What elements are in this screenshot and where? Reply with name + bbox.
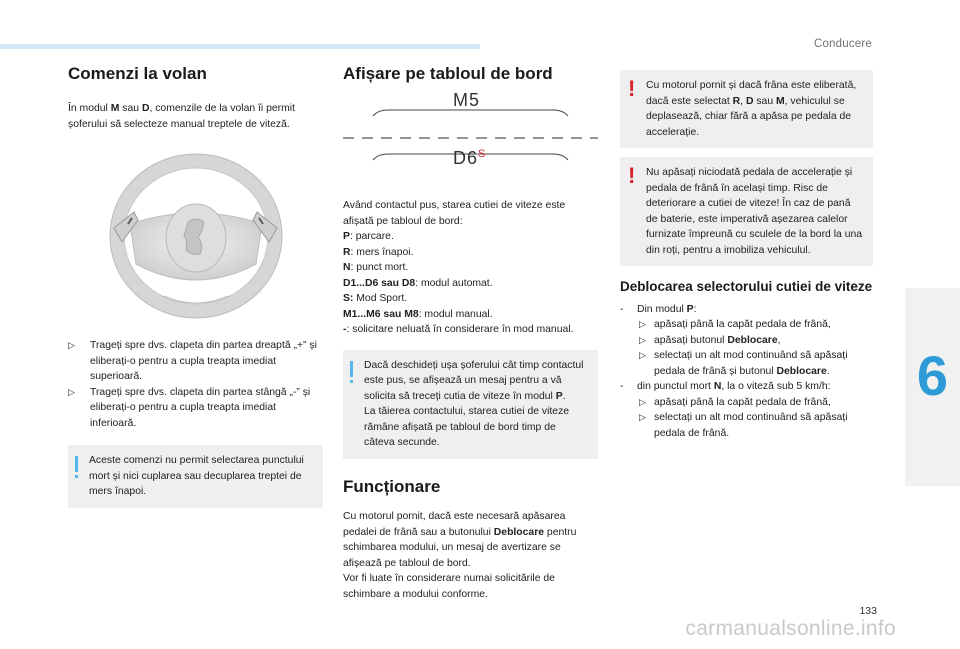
triangle-bullet-icon: ▷	[68, 340, 75, 351]
display-gear-sport: $D6^S$	[453, 148, 487, 169]
operation-paragraph: Cu motorul pornit, dacă este necesară apăsarea pedalei de frână sau a butonului Deblocare pentru schimbarea modului, un mesaj de avertizare se afișează pe tabloul de bord. Vor fi luate în considerare numai solicitările de schimbare a modului conforme.	[343, 511, 577, 600]
list-item: M1...M6 sau M8: modul manual.	[343, 308, 493, 320]
triangle-bullet-icon: ▷	[639, 396, 646, 407]
list-item: ▷ selectați un alt mod continuând să apăsați pedala de frână și butonul Deblocare.	[639, 350, 848, 377]
section-title-unlock-selector: Deblocarea selectorului cutiei de viteze	[620, 279, 873, 294]
list-item: N: punct mort.	[343, 262, 409, 274]
column-left	[68, 64, 323, 508]
unlock-steps	[620, 302, 873, 442]
section-name: Conducere	[813, 38, 872, 50]
list-item: - din punctul mort N, la o viteză sub 5 km/h:	[620, 381, 831, 393]
list-item: ▷ apăsați până la capăt pedala de frână,	[620, 395, 873, 411]
column-right	[620, 64, 873, 441]
triangle-bullet-icon: ▷	[68, 386, 75, 397]
list-item: D1...D6 sau D8: modul automat.	[343, 277, 493, 289]
section-title-dashboard-display: Afișare pe tabloul de bord	[343, 64, 553, 83]
steering-wheel-illustration	[68, 146, 323, 324]
warning-icon: !	[628, 163, 636, 188]
page-number: 133	[859, 605, 877, 617]
info-note: Aceste comenzi nu permit selectarea punctului mort și nici cuplarea sau decuplarea treptei de mers înapoi.	[68, 445, 323, 508]
info-icon	[75, 456, 78, 472]
warning-note: ! Nu apăsați niciodată pedala de accelerație și pedala de frână în același timp. Risc de deteriorare a cutiei de viteze! În caz de pană de baterie, este imperativă așezarea calelor furnizate împreună cu sculele de la bord la una din roți, pentru a imobiliza vehiculul.	[620, 157, 873, 266]
info-note: Dacă deschideți ușa șoferului cât timp contactul este pus, se afișează un mesaj pentru a vă solicita să treceți cutia de viteze în modul P. La tăierea contactului, starea cutiei de viteze rămâne afișată pe tabloul de bord timp de câteva secunde.	[343, 350, 598, 459]
list-item: - Din modul P:	[620, 303, 697, 315]
triangle-bullet-icon: ▷	[639, 412, 646, 423]
gear-states-list	[343, 229, 598, 338]
list-item: P: parcare.	[343, 231, 394, 243]
list-item: ▷ apăsați butonul Deblocare,	[620, 333, 873, 349]
steering-wheel-icon	[68, 146, 323, 324]
section-title-steering-controls: Comenzi la volan	[68, 64, 207, 83]
triangle-bullet-icon: ▷	[639, 319, 646, 330]
section-title-operation: Funcționare	[343, 476, 441, 496]
triangle-bullet-icon: ▷	[639, 350, 646, 361]
list-item: R: mers înapoi.	[343, 246, 414, 258]
warning-note: ! Cu motorul pornit și dacă frâna este eliberată, dacă este selectat R, D sau M, vehiculul se deplasează, chiar fără a apăsa pe pedala de accelerație.	[620, 70, 873, 148]
info-icon	[350, 361, 353, 377]
list-item: ▷ Trageți spre dvs. clapeta din partea stângă „-” și eliberați-o pentru a cupla treapta imediat inferioară.	[68, 386, 311, 429]
list-item: ▷ selectați un alt mod continuând să apăsați pedala de frână.	[639, 412, 848, 439]
column-middle	[343, 64, 598, 602]
display-intro: Având contactul pus, starea cutiei de viteze este afișată pe tabloul de bord:	[343, 200, 566, 227]
list-item: ▷ apăsați până la capăt pedala de frână,	[620, 317, 873, 333]
intro-paragraph: În modul M sau D, comenzile de la volan îi permit șoferului să selecteze manual treptele de viteză.	[68, 103, 295, 130]
list-item: ▷ Trageți spre dvs. clapeta din partea dreaptă „+” și eliberați-o pentru a cupla treapta imediat superioară.	[68, 340, 317, 383]
list-item: S: Mod Sport.	[343, 293, 408, 305]
list-item: -: solicitare neluată în considerare în mod manual.	[343, 324, 574, 336]
display-gear-manual: M5	[453, 90, 481, 111]
gear-display-illustration	[343, 90, 598, 176]
triangle-bullet-icon: ▷	[639, 334, 646, 345]
header-bar	[0, 44, 480, 49]
watermark: carmanualsonline.info	[685, 617, 896, 640]
chapter-number: 6	[916, 344, 948, 407]
warning-icon: !	[628, 76, 636, 101]
paddle-instructions	[68, 338, 323, 431]
